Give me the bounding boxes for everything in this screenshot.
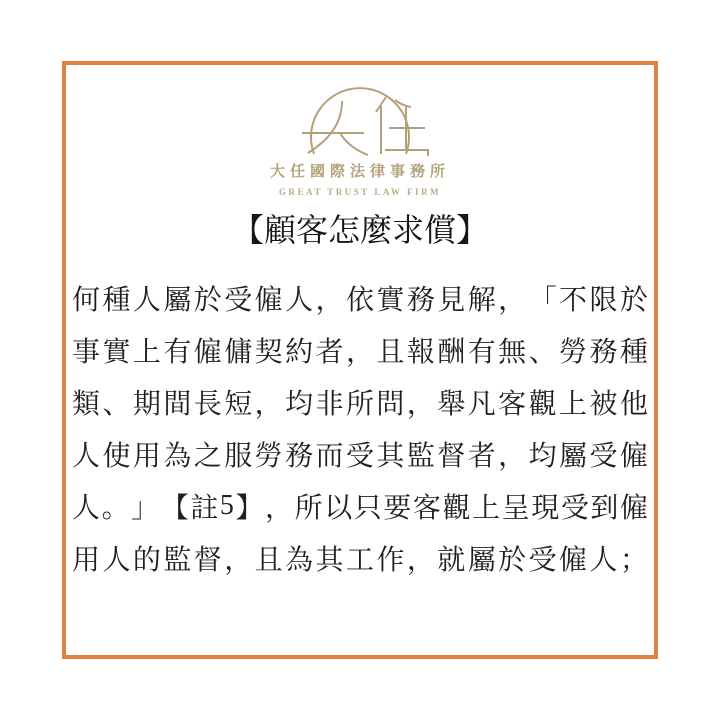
body-text-line: 人 使 用 為 之 服 勞 務 而 受 其 監 督 者 ， 均 屬 受 僱	[72, 441, 648, 472]
body-text-line: 類 、 期 間 長 短 ， 均 非 所 問 ， 舉 凡 客 觀 上 被 他	[72, 389, 648, 420]
article-body	[72, 272, 648, 584]
firm-name-en: GREAT TRUST LAW FIRM	[279, 187, 441, 197]
body-text-line: 何 種 人 屬 於 受 僱 人 ， 依 實 務 見 解 ， 「 不 限 於	[72, 285, 648, 316]
body-text-line: 人 。 」 【 註 5 】 ， 所 以 只 要 客 觀 上 呈 現 受 到 僱	[72, 490, 648, 524]
article-title: 【顧客怎麼求償】	[231, 212, 488, 248]
body-text-line: 事 實 上 有 僱 傭 契 約 者 ， 且 報 酬 有 無 、 勞 務 種	[72, 337, 648, 368]
body-text-line: 用 人 的 監 督 ， 且 為 其 工 作 ， 就 屬 於 受 僱 人 ；	[72, 545, 648, 576]
firm-name-zh: 大任國際法律事務所	[269, 164, 450, 180]
da-ren-circle-monogram-icon	[285, 84, 435, 164]
